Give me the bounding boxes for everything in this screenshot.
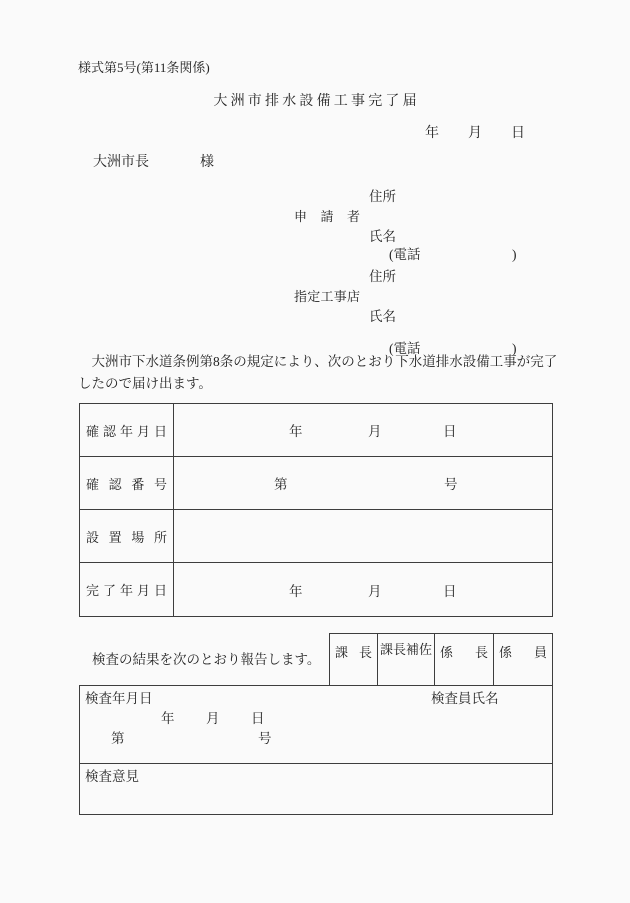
day-label: 日 bbox=[511, 126, 525, 141]
day-label: 日 bbox=[443, 424, 457, 439]
approval-stamp-table bbox=[329, 633, 553, 686]
row-label: 完 了 年 月 日 bbox=[80, 563, 174, 616]
number-suffix-label: 号 bbox=[444, 477, 458, 492]
month-label: 月 bbox=[368, 424, 382, 439]
table-row-location bbox=[80, 510, 552, 563]
row-label: 確 認 年 月 日 bbox=[80, 404, 174, 456]
applicant-phone-line bbox=[389, 248, 630, 262]
day-label: 日 bbox=[443, 583, 457, 599]
body-paragraph-line1: 大洲市下水道条例第8条の規定により、次のとおり下水道排水設備工事が完了 bbox=[78, 354, 558, 369]
year-label: 年 bbox=[289, 583, 303, 599]
inspection-opinion-label: 検査意見 bbox=[85, 769, 139, 784]
addressee-line bbox=[93, 156, 214, 170]
inspection-row-date bbox=[80, 686, 552, 764]
contractor-address-label: 住所 bbox=[369, 269, 396, 284]
stamp-column-supervisor: 係 長 bbox=[434, 634, 493, 685]
table-row-confirm-number bbox=[80, 457, 552, 510]
phone-close-paren: ) bbox=[512, 247, 517, 262]
inspector-name-label: 検査員氏名 bbox=[431, 691, 499, 706]
year-label: 年 bbox=[289, 424, 303, 439]
inspection-row-opinion bbox=[80, 764, 552, 814]
row-value-date bbox=[174, 404, 552, 456]
stamp-column-staff: 係 員 bbox=[493, 634, 552, 685]
year-label: 年 bbox=[425, 126, 439, 141]
completion-table bbox=[79, 403, 553, 617]
month-label: 月 bbox=[368, 583, 382, 599]
row-value-empty bbox=[174, 510, 552, 562]
table-row-completion-date bbox=[80, 563, 552, 616]
contractor-name-label: 氏名 bbox=[369, 309, 396, 324]
row-label: 確 認 番 号 bbox=[80, 457, 174, 509]
addressee-title: 大洲市長 bbox=[93, 155, 149, 170]
form-number: 様式第5号(第11条関係) bbox=[78, 60, 210, 75]
day-label: 日 bbox=[251, 711, 265, 726]
honorific-label: 様 bbox=[200, 155, 214, 170]
number-prefix-label: 第 bbox=[111, 731, 125, 746]
contractor-label: 指 定 工 事 店 bbox=[294, 289, 360, 304]
applicant-name-label: 氏名 bbox=[369, 229, 396, 244]
form-title: 大洲市排水設備工事完了届 bbox=[213, 94, 420, 109]
contractor-phone-line bbox=[389, 342, 630, 356]
phone-label: (電話 bbox=[389, 340, 421, 356]
year-label: 年 bbox=[161, 711, 175, 726]
row-label: 設 置 場 所 bbox=[80, 510, 174, 562]
phone-close-paren: ) bbox=[512, 340, 517, 356]
applicant-label: 申 請 者 bbox=[294, 209, 360, 224]
month-label: 月 bbox=[468, 126, 482, 141]
row-value-number bbox=[174, 457, 552, 509]
month-label: 月 bbox=[206, 711, 220, 726]
header-date-line bbox=[425, 127, 525, 141]
number-suffix-label: 号 bbox=[258, 731, 272, 746]
phone-label: (電話 bbox=[389, 247, 421, 262]
body-paragraph-line2: したので届け出ます。 bbox=[78, 376, 212, 391]
table-row-confirm-date bbox=[80, 404, 552, 457]
inspection-table bbox=[79, 685, 553, 815]
number-prefix-label: 第 bbox=[274, 477, 288, 492]
inspection-report-text: 検査の結果を次のとおり報告します。 bbox=[92, 652, 321, 667]
stamp-column-deputy-chief: 課長補佐 bbox=[377, 634, 434, 685]
row-value-date bbox=[174, 563, 552, 616]
stamp-column-section-chief: 課 長 bbox=[335, 645, 372, 660]
applicant-address-label: 住所 bbox=[369, 189, 396, 204]
inspection-date-label: 検査年月日 bbox=[85, 691, 153, 706]
